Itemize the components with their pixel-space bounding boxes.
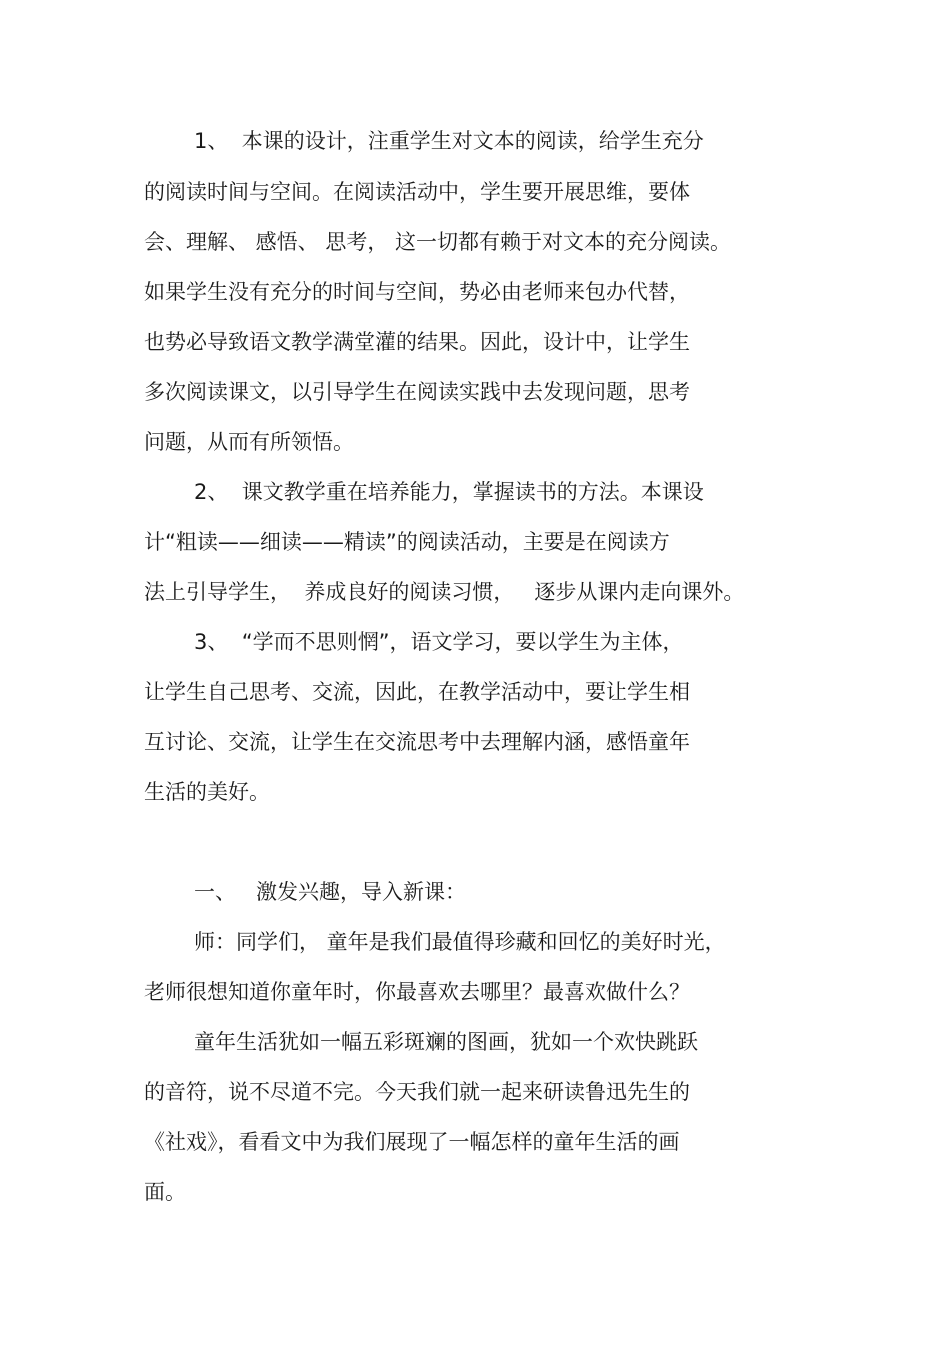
- paragraph-3-line-3: 互讨论、交流，让学生在交流思考中去理解内涵，感悟童年: [144, 730, 690, 754]
- paragraph-1-line-5: 也势必导致语文教学满堂灌的结果。因此，设计中，让学生: [144, 330, 690, 354]
- paragraph-1-line-6: 多次阅读课文，以引导学生在阅读实践中去发现问题，思考: [144, 380, 690, 404]
- paragraph-5-line-4: 面。: [144, 1180, 186, 1204]
- paragraph-3-line-1: 3、 “学而不思则惘”，语文学习，要以学生为主体，: [194, 630, 684, 654]
- paragraph-1-line-3: 会、理解、 感悟、 思考， 这一切都有赖于对文本的充分阅读。: [144, 230, 732, 254]
- paragraph-1-line-7: 问题，从而有所领悟。: [144, 430, 354, 454]
- paragraph-2-line-3: 法上引导学生， 养成良好的阅读习惯， 逐步从课内走向课外。: [144, 580, 745, 604]
- paragraph-1-line-1: 1、 本课的设计，注重学生对文本的阅读，给学生充分: [194, 129, 704, 153]
- paragraph-3-line-2: 让学生自己思考、交流，因此，在教学活动中，要让学生相: [144, 680, 690, 704]
- paragraph-4-line-2: 老师很想知道你童年时，你最喜欢去哪里？最喜欢做什么？: [144, 980, 690, 1004]
- paragraph-1-line-2: 的阅读时间与空间。在阅读活动中，学生要开展思维，要体: [144, 180, 690, 204]
- paragraph-5-line-3: 《社戏》，看看文中为我们展现了一幅怎样的童年生活的画: [144, 1130, 680, 1154]
- paragraph-5-line-1: 童年生活犹如一幅五彩斑斓的图画，犹如一个欢快跳跃: [194, 1030, 698, 1054]
- paragraph-4-line-1: 师：同学们， 童年是我们最值得珍藏和回忆的美好时光，: [194, 930, 726, 954]
- paragraph-2-line-1: 2、 课文教学重在培养能力，掌握读书的方法。本课设: [194, 480, 704, 504]
- paragraph-2-line-2: 计“粗读——细读——精读”的阅读活动，主要是在阅读方: [144, 530, 670, 554]
- paragraph-5-line-2: 的音符，说不尽道不完。今天我们就一起来研读鲁迅先生的: [144, 1080, 690, 1104]
- paragraph-1-line-4: 如果学生没有充分的时间与空间，势必由老师来包办代替，: [144, 280, 690, 304]
- paragraph-3-line-4: 生活的美好。: [144, 780, 270, 804]
- section-heading: 一、 激发兴趣，导入新课：: [194, 880, 467, 904]
